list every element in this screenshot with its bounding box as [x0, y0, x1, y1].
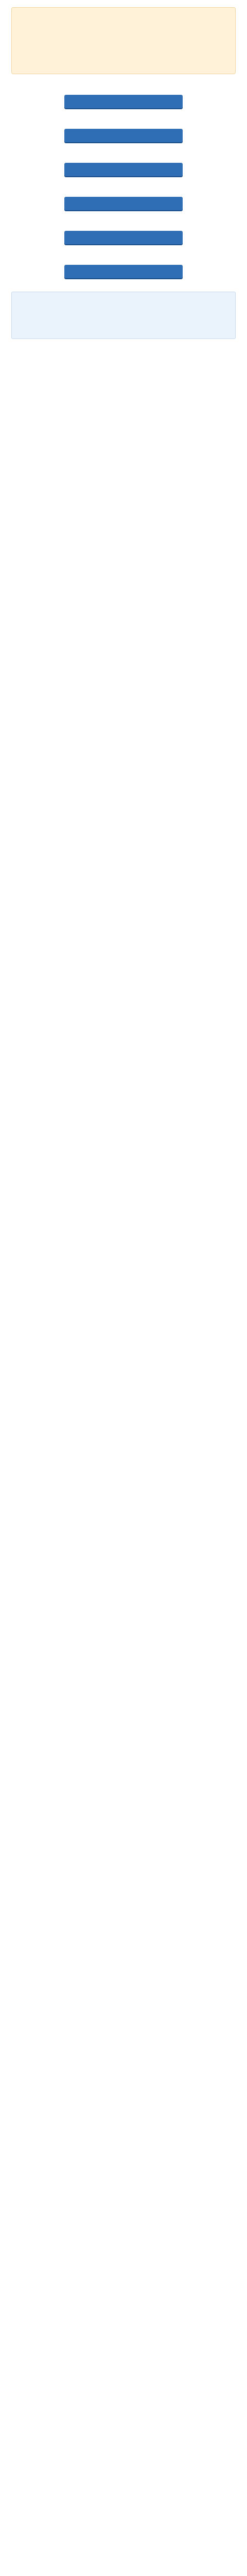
section-banner — [64, 163, 183, 176]
section-banner — [64, 231, 183, 244]
section-banner — [64, 129, 183, 142]
sub-section-box — [11, 292, 236, 339]
article-sections — [11, 95, 236, 339]
section-banner — [64, 95, 183, 108]
section-banner — [64, 197, 183, 210]
section-banner — [64, 265, 183, 278]
intro-box — [11, 7, 236, 74]
